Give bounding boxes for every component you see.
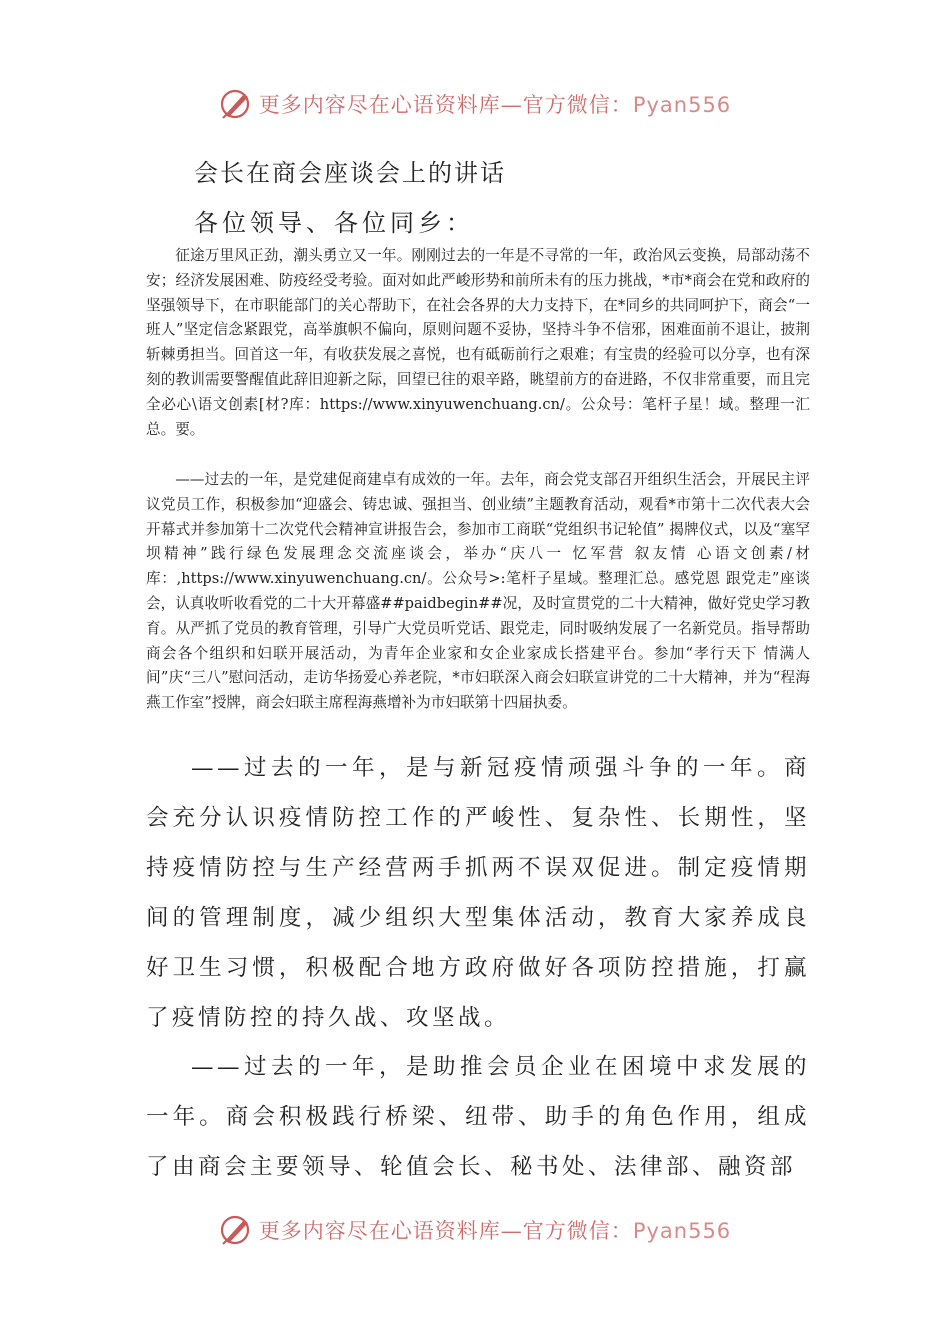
paragraph-3: ——过去的一年，是与新冠疫情顽强斗争的一年。商会充分认识疫情防控工作的严峻性、复杂性、长期性，坚持疫情防控与生产经营两手抓两不误双促进。制定疫情期间的管理制度，减少组织大型集体活动，教育大家养成良好卫生习惯，积极配合地方政府做好各项防控措施，打赢了疫情防控的持久战、攻坚战。	[146, 755, 810, 1031]
watermark-banner-top	[0, 84, 950, 124]
watermark-text: 更多内容尽在心语资料库—官方微信：Pyan556	[258, 1219, 732, 1243]
paragraph-1: 征途万里风正劲，潮头勇立又一年。刚刚过去的一年是不寻常的一年，政治风云变换，局部动荡不安；经济发展困难、防疫经受考验。面对如此严峻形势和前所未有的压力挑战，*市*商会在党和政府的坚强领导下，在市职能部门的关心帮助下，在社会各界的大力支持下，在*同乡的共同呵护下，商会“一班人”坚定信念紧跟党，高举旗帜不偏向，原则问题不妥协，坚持斗争不信邪，困难面前不退让，披荆斩棘勇担当。回首这一年，有收获发展之喜悦，也有砥砺前行之艰难；有宝贵的经验可以分享，也有深刻的教训需要警醒值此辞旧迎新之际，回望已往的艰辛路，眺望前方的奋进路，不仅非常重要，而且完全必心\语文创素[材?库：https://www.xinyuwenchuang.cn/。公众号：笔杆子星！域。整理一汇总。要。	[146, 247, 810, 438]
pen-seal-logo-icon	[219, 87, 253, 121]
wechat-id: Pyan556	[632, 93, 732, 117]
paragraph-4: ——过去的一年，是助推会员企业在困境中求发展的一年。商会积极践行桥梁、纽带、助手的角色作用，组成了由商会主要领导、轮值会长、秘书处、法律部、融资部	[146, 1054, 810, 1180]
document-title: 会长在商会座谈会上的讲话	[194, 159, 506, 187]
wechat-id: Pyan556	[632, 1219, 732, 1243]
paragraph-2: ——过去的一年，是党建促商建卓有成效的一年。去年，商会党支部召开组织生活会，开展民主评议党员工作，积极参加“迎盛会、铸忠诚、强担当、创业绩”主题教育活动，观看*市第十二次代表大会开幕式并参加第十二次党代会精神宣讲报告会，参加市工商联“党组织书记轮值” 揭牌仪式，以及“塞罕坝精神”践行绿色发展理念交流座谈会，举办“庆八一 忆军营 叙友情 心语文创素/材库：,https://www.xinyuwenchuang.cn/。公众号>:笔杆子星域。整理汇总。感党恩 跟党走”座谈会，认真收听收看党的二十大开幕盛##paidbegin##况，及时宣贯党的二十大精神，做好党史学习教育。从严抓了党员的教育管理，引导广大党员听党话、跟党走，同时吸纳发展了一名新党员。指导帮助商会各个组织和妇联开展活动，为青年企业家和女企业家成长搭建平台。参加“孝行天下 情满人间”庆“三八”慰问活动，走访华扬爱心养老院，*市妇联深入商会妇联宣讲党的二十大精神，并为“程海燕工作室”授牌，商会妇联主席程海燕增补为市妇联第十四届执委。	[146, 471, 810, 712]
watermark-banner-bottom	[0, 1210, 950, 1250]
watermark-text: 更多内容尽在心语资料库—官方微信：Pyan556	[258, 93, 732, 117]
pen-seal-logo-icon	[219, 1213, 253, 1247]
salutation: 各位领导、各位同乡：	[194, 209, 474, 237]
